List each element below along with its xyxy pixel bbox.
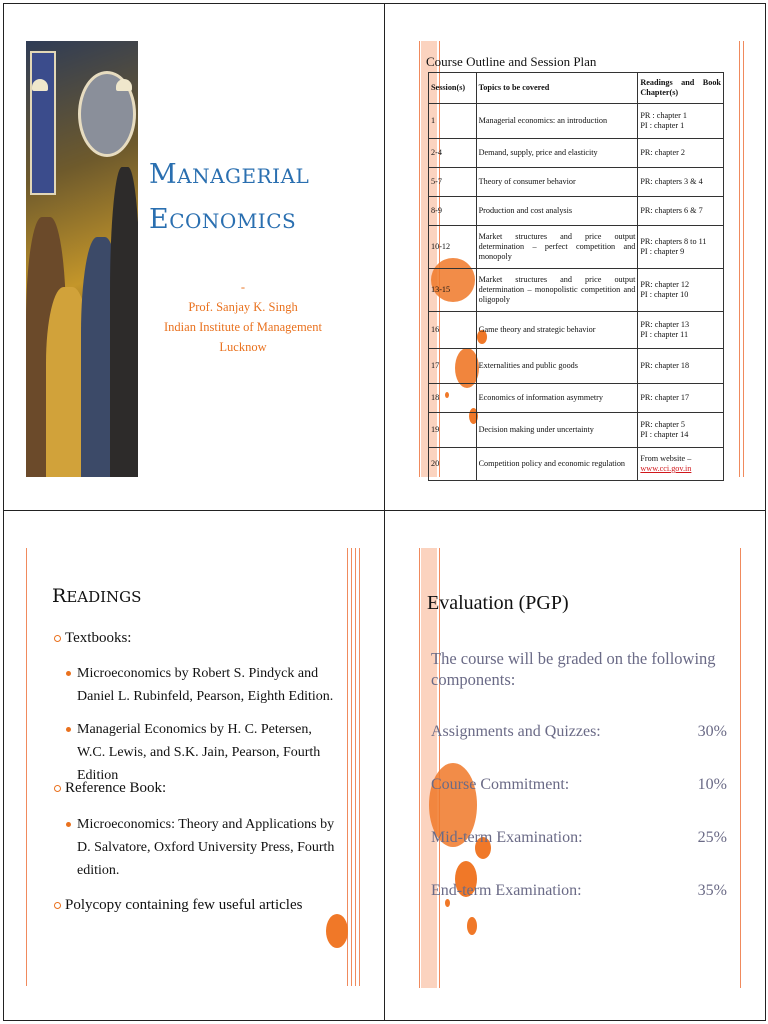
header-topics: Topics to be covered	[476, 73, 638, 104]
component-row	[431, 829, 727, 847]
table-header-row	[429, 73, 724, 104]
readings-cell	[638, 104, 724, 139]
readings-cell	[638, 269, 724, 312]
reference-item-1: Microeconomics: Theory and Applications by D. Salvatore, Oxford University Press, Fourth edition.	[77, 813, 339, 882]
topic-cell: Game theory and strategic behavior	[476, 312, 638, 349]
topic-cell: Managerial economics: an introduction	[476, 104, 638, 139]
table-row	[429, 104, 724, 139]
table-row	[429, 312, 724, 349]
reading-line: PR: chapters 6 & 7	[640, 206, 703, 215]
topic-cell: Theory of consumer behavior	[476, 168, 638, 197]
session-cell: 10-12	[429, 226, 477, 269]
component-label: End-term Examination:	[431, 882, 582, 899]
bullet-dot-icon	[66, 671, 71, 676]
painting-lamp	[32, 79, 48, 91]
component-percent: 35%	[697, 882, 727, 899]
header-session: Session(s)	[429, 73, 477, 104]
reading-line: PR: chapters 8 to 11	[640, 237, 707, 246]
table-row	[429, 413, 724, 448]
slide-evaluation	[384, 510, 766, 1021]
bullet-ring-icon	[54, 635, 61, 642]
polycopy-item: Polycopy containing few useful articles	[54, 897, 302, 914]
decor-stripe	[347, 548, 348, 986]
session-cell: 8-9	[429, 197, 477, 226]
textbook-item-2: Managerial Economics by H. C. Petersen, W.C. Lewis, and S.K. Jain, Pearson, Fourth Edition	[77, 718, 339, 787]
textbook-item-1: Microeconomics by Robert S. Pindyck and Daniel L. Rubinfeld, Pearson, Eighth Edition.	[77, 662, 339, 708]
table-row	[429, 448, 724, 481]
author-block	[149, 277, 337, 357]
topic-cell: Economics of information asymmetry	[476, 384, 638, 413]
reading-line: PR: chapters 3 & 4	[640, 177, 703, 186]
header-readings: Readings and Book Chapter(s)	[638, 73, 724, 104]
reading-line: PI : chapter 14	[640, 430, 689, 439]
session-cell: 20	[429, 448, 477, 481]
reading-line: PI : chapter 11	[640, 330, 689, 339]
decor-stripe	[740, 548, 741, 988]
table-row	[429, 197, 724, 226]
evaluation-heading: Evaluation (PGP)	[427, 592, 569, 614]
decor-stripe	[739, 41, 740, 477]
decor-stripe	[359, 548, 360, 986]
session-cell: 19	[429, 413, 477, 448]
presentation-title: MANAGERIAL ECONOMICS	[149, 159, 310, 235]
table-row	[429, 349, 724, 384]
bullet-dot-icon	[66, 822, 71, 827]
session-plan-table	[428, 72, 724, 481]
readings-cell	[638, 349, 724, 384]
table-row	[429, 226, 724, 269]
reference-label: Reference Book:	[54, 780, 166, 797]
reading-line: PI : chapter 9	[640, 247, 685, 256]
topic-cell: Market structures and price output determination – perfect competition and monopoly	[476, 226, 638, 269]
readings-cell	[638, 226, 724, 269]
readings-cell	[638, 413, 724, 448]
session-cell: 13-15	[429, 269, 477, 312]
table-row	[429, 269, 724, 312]
readings-cell	[638, 384, 724, 413]
author-name: Prof. Sanjay K. Singh	[188, 300, 298, 314]
table-row	[429, 139, 724, 168]
reading-line: PR: chapter 17	[640, 393, 690, 402]
slide-course-outline	[384, 3, 766, 511]
decor-circle	[467, 917, 477, 935]
table-row	[429, 168, 724, 197]
topic-cell: Demand, supply, price and elasticity	[476, 139, 638, 168]
dash: -	[240, 280, 246, 294]
topic-cell: Decision making under uncertainty	[476, 413, 638, 448]
reading-line: PI : chapter 10	[640, 290, 689, 299]
decor-stripe	[419, 41, 420, 477]
decor-stripe	[351, 548, 352, 986]
component-percent: 10%	[697, 776, 727, 793]
reading-line: PR: chapter 5	[640, 420, 685, 429]
evaluation-intro: The course will be graded on the following components:	[431, 649, 716, 689]
session-cell: 16	[429, 312, 477, 349]
decor-stripe	[355, 548, 356, 986]
reading-line: PR: chapter 12	[640, 280, 690, 289]
reading-line: PI : chapter 1	[640, 121, 685, 130]
decor-stripe	[26, 548, 27, 986]
bullet-ring-icon	[54, 902, 61, 909]
session-cell: 2-4	[429, 139, 477, 168]
component-label: Mid-term Examination:	[431, 829, 583, 846]
bullet-ring-icon	[54, 785, 61, 792]
textbooks-label: Textbooks:	[54, 630, 131, 647]
reading-line: From website –	[640, 454, 692, 463]
component-row	[431, 882, 727, 900]
cci-website-link[interactable]: www.cci.gov.in	[640, 464, 692, 473]
component-percent: 30%	[697, 723, 727, 740]
session-cell: 5-7	[429, 168, 477, 197]
decor-stripe	[743, 41, 744, 477]
component-label: Assignments and Quizzes:	[431, 723, 601, 740]
component-row	[431, 776, 727, 794]
session-cell: 17	[429, 349, 477, 384]
topic-cell: Externalities and public goods	[476, 349, 638, 384]
decor-stripe	[419, 548, 420, 988]
readings-heading: READINGS	[52, 585, 142, 607]
reading-line: PR: chapter 13	[640, 320, 690, 329]
topic-cell: Market structures and price output determination – monopolistic competition and oligopoly	[476, 269, 638, 312]
topic-cell: Production and cost analysis	[476, 197, 638, 226]
readings-cell	[638, 312, 724, 349]
component-label: Course Commitment:	[431, 776, 570, 793]
session-cell: 1	[429, 104, 477, 139]
bullet-dot-icon	[66, 727, 71, 732]
session-cell: 18	[429, 384, 477, 413]
painting-figure	[110, 167, 138, 477]
decor-circle	[326, 914, 348, 948]
institute-name: Indian Institute of Management Lucknow	[164, 320, 322, 354]
table-row	[429, 384, 724, 413]
topic-cell: Competition policy and economic regulation	[476, 448, 638, 481]
readings-cell	[638, 168, 724, 197]
readings-cell	[638, 448, 724, 481]
component-row	[431, 723, 727, 741]
reading-line: PR: chapter 2	[640, 148, 685, 157]
slide-title	[3, 3, 385, 511]
component-percent: 25%	[697, 829, 727, 846]
readings-cell	[638, 197, 724, 226]
cover-painting	[26, 41, 138, 477]
painting-lamp	[116, 79, 132, 91]
decor-circle	[445, 899, 450, 907]
painting-window	[30, 51, 56, 195]
table-body	[429, 104, 724, 481]
readings-cell	[638, 139, 724, 168]
slide-heading: Course Outline and Session Plan	[426, 54, 597, 69]
reading-line: PR: chapter 18	[640, 361, 690, 370]
reading-line: PR : chapter 1	[640, 111, 687, 120]
